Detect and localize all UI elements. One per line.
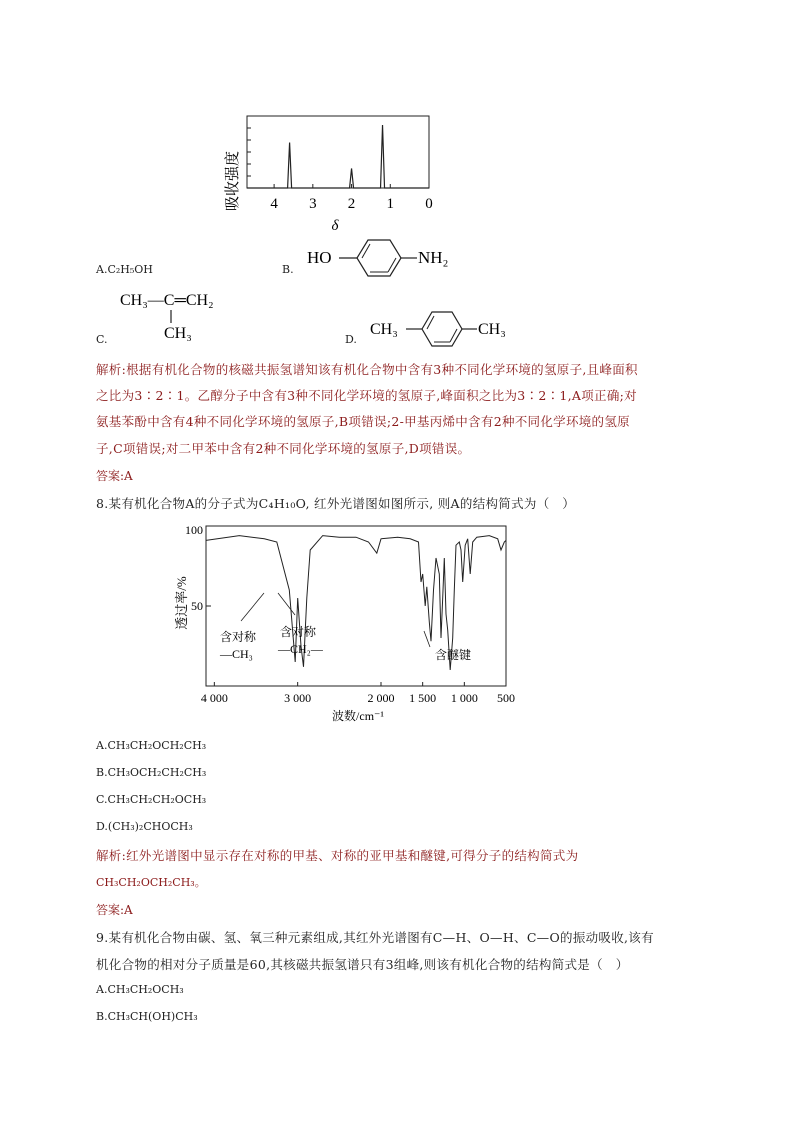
q9-question-line-1: 9.某有机化合物由碳、氢、氧三种元素组成,其红外光谱图有C—H、O—H、C—O的振动吸收,该有 [96,930,654,945]
q7-answer: 答案:A [96,469,133,483]
ir-x-tick-label: 3 000 [284,691,312,705]
nmr-spectrum-line [247,125,429,188]
methylpropene-sub: CH₃ [164,325,192,342]
methylpropene-main: CH₃—C═CH₂ [120,292,214,309]
nmr-x-tick-label: 2 [347,196,356,212]
q7-option-c-label: C. [96,333,108,346]
ir-ytick-100: 100 [185,523,203,537]
ir-x-tick-label: 1 000 [450,691,478,705]
q7-analysis-line-1: 解析:根据有机化合物的核磁共振氢谱知该有机化合物中含有3种不同化学环境的氢原子,且峰面积 [96,362,638,377]
q7-analysis-line-3: 氨基苯酚中含有4种不同化学环境的氢原子,B项错误;2-甲基丙烯中含有2种不同化学环境的氢原 [96,414,630,429]
nmr-x-tick-label: 3 [309,196,317,212]
q9-option-a: A.CH₃CH₂OCH₃ [96,983,184,996]
ir-x-tick-label: 500 [497,691,515,705]
nmr-xlabel: δ [331,218,339,234]
ir-x-tick-labels [201,691,515,705]
xylene-right-ch3: CH₃ [478,321,506,338]
q8-question: 8.某有机化合物A的分子式为C₄H₁₀O, 红外光谱图如图所示, 则A的结构简式为（ ） [96,496,576,511]
q8-option-a: A.CH₃CH₂OCH₂CH₃ [96,739,207,752]
structure-methylpropene [118,285,248,345]
ir-x-ticks [214,682,506,686]
nmr-x-tick-labels [270,196,432,212]
q7-option-a: A.C₂H₅OH [96,263,153,276]
nmr-plot-frame [247,116,429,188]
ir-x-tick-label: 4 000 [200,691,228,705]
xylene-left-ch3: CH₃ [370,321,398,338]
ir-ann-ch2-line2: —CH₂— [278,642,323,656]
ir-ann-ether: 含醚键 [435,648,472,662]
ir-spectrum-chart [168,518,518,723]
ir-x-tick-label: 1 500 [409,691,437,705]
structure-p-xylene [370,305,520,349]
q7-analysis-line-2: 之比为3∶2∶1。乙醇分子中含有3种不同化学环境的氢原子,峰面积之比为3∶2∶1,A项正确;对 [96,388,637,403]
q7-option-b-label: B. [282,263,294,276]
aminophenol-nh2: NH₂ [418,248,449,267]
nmr-y-ticks [247,128,251,176]
ir-ann-ch3-line1: 含对称 [220,630,257,644]
q7-analysis-line-4: 子,C项错误;对二甲苯中含有2种不同化学环境的氢原子,D项错误。 [96,441,471,456]
ir-ylabel: 透过率/% [174,576,189,630]
q9-question-line-2: 机化合物的相对分子质量是60,其核磁共振氢谱只有3组峰,则该有机化合物的结构简式是（ ） [96,957,629,972]
nmr-x-tick-label: 0 [425,196,433,212]
nmr-ylabel: 吸收强度 [225,150,241,212]
aminophenol-ho: HO [307,248,332,267]
ir-xlabel: 波数/cm⁻¹ [332,709,384,723]
q8-option-c: C.CH₃CH₂CH₂OCH₃ [96,793,207,806]
nmr-x-ticks [274,184,429,188]
ir-ann-ch3-line2: —CH₃ [220,647,253,661]
q7-option-d-label: D. [345,333,357,346]
ir-ytick-50: 50 [191,599,203,613]
q9-option-b: B.CH₃CH(OH)CH₃ [96,1010,198,1023]
nmr-spectrum-chart [215,108,445,238]
q8-analysis-line-1: 解析:红外光谱图中显示存在对称的甲基、对称的亚甲基和醚键,可得分子的结构简式为 [96,848,579,863]
q8-answer: 答案:A [96,903,133,917]
nmr-x-tick-label: 4 [270,196,278,212]
ir-x-tick-label: 2 000 [367,691,395,705]
structure-aminophenol [305,232,465,282]
q8-option-d: D.(CH₃)₂CHOCH₃ [96,820,193,833]
q8-option-b: B.CH₃OCH₂CH₂CH₃ [96,766,207,779]
q8-analysis-line-2: CH₃CH₂OCH₂CH₃。 [96,876,206,889]
ir-ann-ch2-line1: 含对称 [280,625,317,639]
nmr-x-tick-label: 1 [386,196,395,212]
